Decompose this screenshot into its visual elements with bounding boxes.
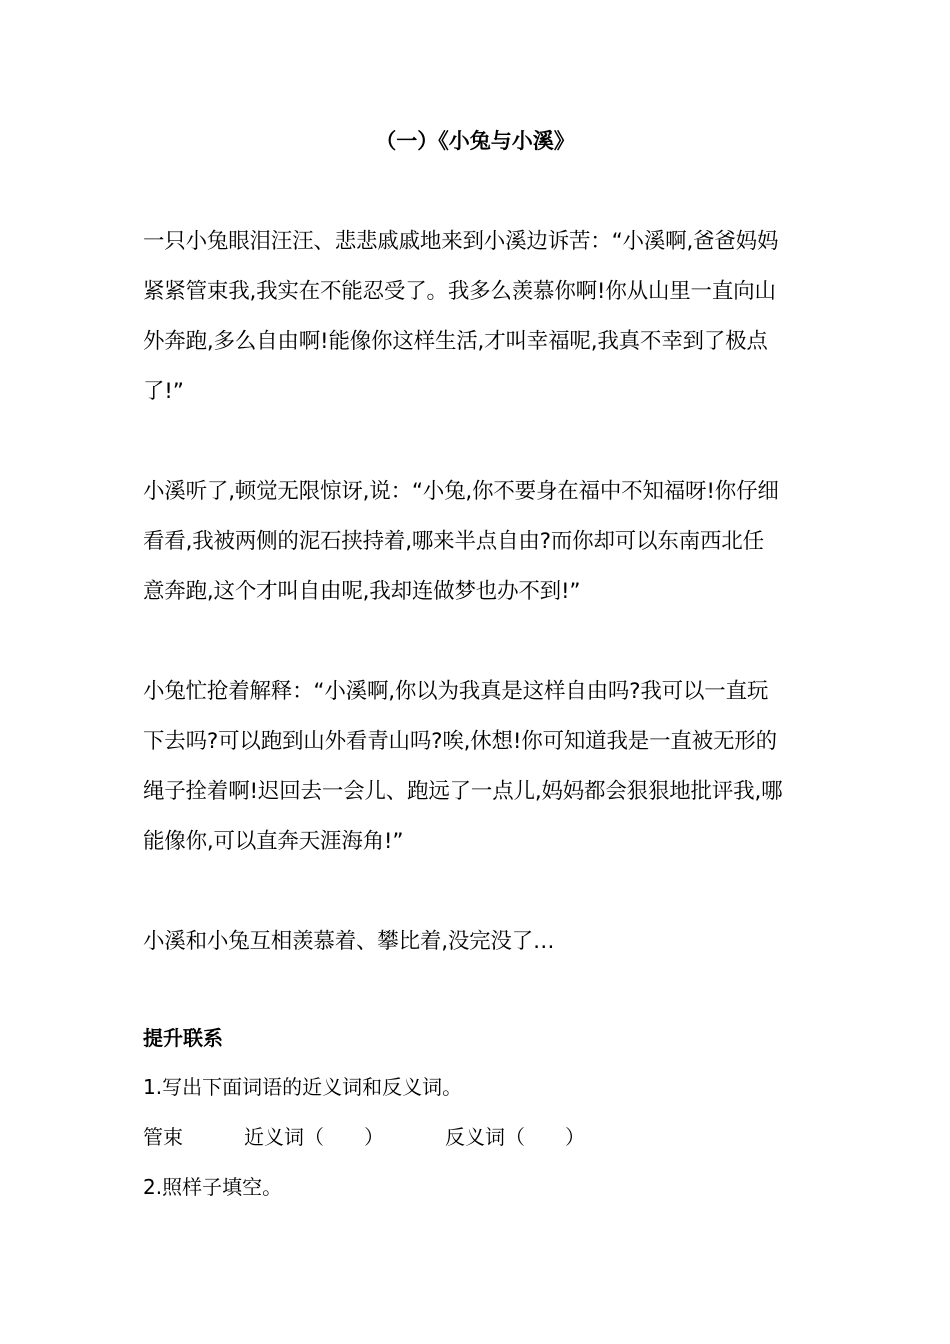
story-title: （一）《小兔与小溪》 [375, 129, 575, 153]
paragraph-line: 看看,我被两侧的泥石挟持着,哪来半点自由?而你却可以东南西北任 [143, 529, 764, 554]
paragraph-line: 紧紧管束我,我实在不能忍受了。我多么羡慕你啊!你从山里一直向山 [143, 279, 776, 304]
paragraph-line: 了!” [143, 379, 184, 404]
paragraph-line: 绳子拴着啊!迟回去一会儿、跑远了一点儿,妈妈都会狠狠地批评我,哪 [143, 779, 783, 804]
paragraph-line: 能像你,可以直奔天涯海角!” [143, 829, 404, 854]
paragraph-line: 小兔忙抢着解释：“小溪啊,你以为我真是这样自由吗?我可以一直玩 [143, 679, 769, 704]
story-paragraph-3 [143, 667, 811, 867]
paragraph-line: 小溪听了,顿觉无限惊讶,说：“小兔,你不要身在福中不知福呀!你仔细 [143, 479, 779, 504]
target-word: 管束 [143, 1125, 183, 1149]
exercise-section-title: 提升联系 [143, 1026, 223, 1050]
paragraph-line: 小溪和小兔互相羡慕着、攀比着,没完没了… [143, 929, 555, 954]
question-1-prompt: 1.写出下面词语的近义词和反义词。 [143, 1075, 463, 1099]
paragraph-line: 外奔跑,多么自由啊!能像你这样生活,才叫幸福呢,我真不幸到了极点 [143, 329, 768, 354]
question-2-prompt: 2.照样子填空。 [143, 1175, 283, 1199]
story-paragraph-2 [143, 467, 811, 617]
antonym-blank: 反义词（ ） [445, 1125, 585, 1149]
paragraph-line: 意奔跑,这个才叫自由呢,我却连做梦也办不到!” [143, 579, 581, 604]
paragraph-line: 一只小兔眼泪汪汪、悲悲戚戚地来到小溪边诉苦：“小溪啊,爸爸妈妈 [143, 229, 779, 254]
story-paragraph-1 [143, 217, 811, 417]
synonym-blank: 近义词（ ） [244, 1125, 384, 1149]
story-paragraph-4 [143, 917, 811, 967]
paragraph-line: 下去吗?可以跑到山外看青山吗?唉,休想!你可知道我是一直被无形的 [143, 729, 777, 754]
